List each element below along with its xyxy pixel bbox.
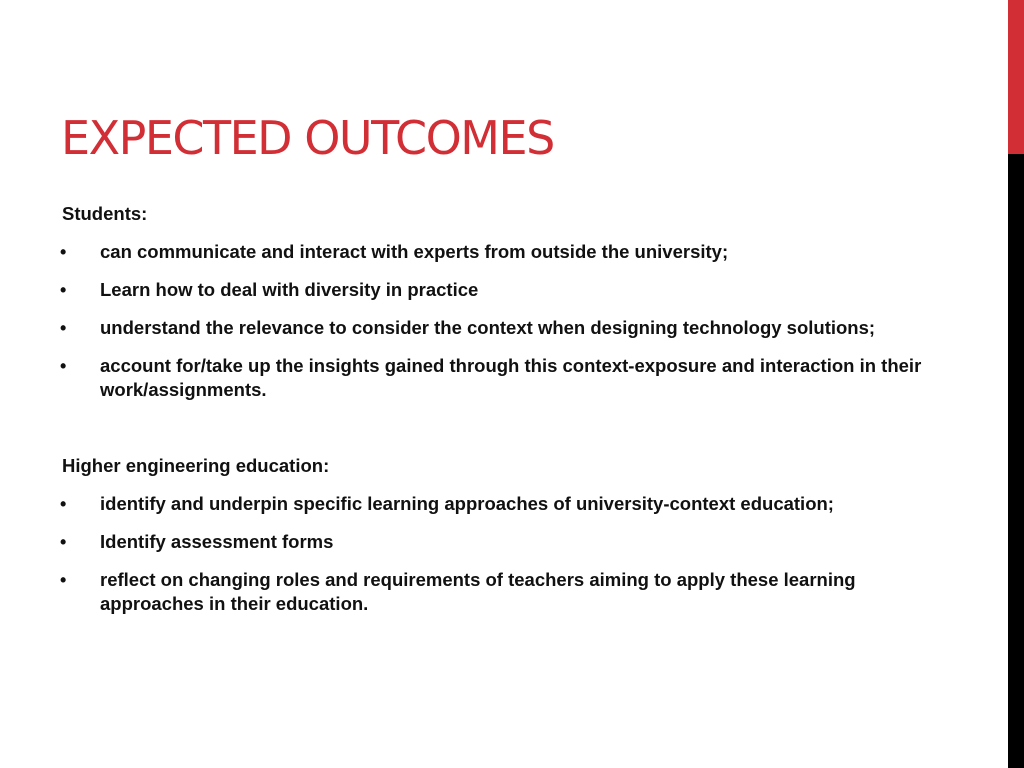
bullet-list (62, 240, 942, 402)
bullet-item (62, 316, 942, 340)
side-accent-bar-red (1008, 0, 1024, 154)
bullet-text: can communicate and interact with experts from outside the university; (100, 241, 729, 262)
bullet-list (62, 492, 942, 616)
bullet-icon: • (60, 318, 67, 338)
bullet-icon: • (60, 494, 67, 514)
section-spacer (62, 402, 942, 454)
bullet-item (62, 492, 942, 516)
section-heading: Students: (62, 203, 148, 224)
bullet-icon: • (60, 280, 67, 300)
section-heading: Higher engineering education: (62, 455, 330, 476)
bullet-icon: • (60, 570, 67, 590)
bullet-item (62, 568, 942, 616)
bullet-item (62, 354, 942, 402)
section-higher-engineering-education (62, 454, 942, 616)
bullet-icon: • (60, 532, 67, 552)
slide-title: EXPECTED OUTCOMES (61, 111, 554, 165)
bullet-item (62, 530, 942, 554)
bullet-icon: • (60, 242, 67, 262)
bullet-text: understand the relevance to consider the context when designing technology solutions; (100, 317, 876, 338)
bullet-text: Identify assessment forms (100, 531, 334, 552)
bullet-text: identify and underpin specific learning approaches of university-context education; (100, 493, 834, 514)
slide-body (62, 202, 942, 616)
section-students (62, 202, 942, 402)
bullet-item (62, 278, 942, 302)
bullet-text: reflect on changing roles and requirements of teachers aiming to apply these learning approaches in their education. (100, 569, 856, 614)
bullet-text: account for/take up the insights gained through this context-exposure and interaction in their work/assignments. (100, 355, 922, 400)
bullet-text: Learn how to deal with diversity in practice (100, 279, 479, 300)
bullet-item (62, 240, 942, 264)
side-accent-bar-black (1008, 154, 1024, 768)
bullet-icon: • (60, 356, 67, 376)
